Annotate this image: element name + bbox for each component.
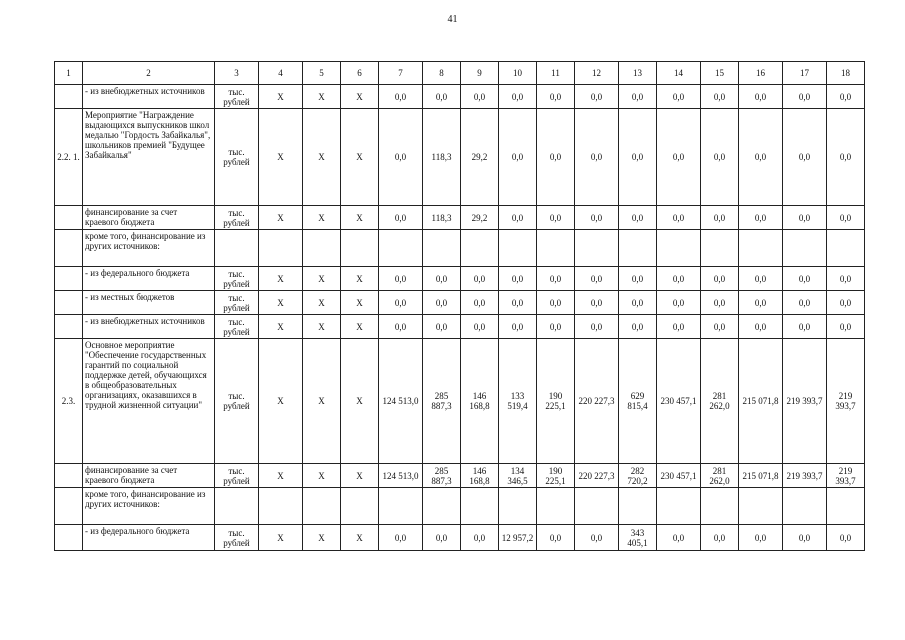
value-cell: 215 071,8 [739,464,783,488]
value-cell [657,488,701,525]
value-cell: 220 227,3 [575,339,619,464]
value-cell: 0,0 [499,109,537,206]
value-cell: 0,0 [537,206,575,230]
value-cell [423,230,461,267]
value-cell [827,488,865,525]
value-cell: 190 225,1 [537,339,575,464]
value-cell: 134 346,5 [499,464,537,488]
value-cell [259,488,303,525]
column-header: 1 [55,62,83,85]
value-cell: X [259,85,303,109]
value-cell: X [303,464,341,488]
value-cell: 0,0 [537,291,575,315]
value-cell [259,230,303,267]
row-unit: тыс. рублей [215,464,259,488]
row-code [55,230,83,267]
value-cell [701,230,739,267]
column-header: 18 [827,62,865,85]
row-unit: тыс. рублей [215,339,259,464]
value-cell: 629 815,4 [619,339,657,464]
value-cell: 215 071,8 [739,339,783,464]
value-cell: 0,0 [461,315,499,339]
value-cell: 0,0 [783,315,827,339]
column-header: 10 [499,62,537,85]
row-name: - из федерального бюджета [83,267,215,291]
table-row [55,85,865,109]
value-cell: 0,0 [575,85,619,109]
value-cell: X [303,206,341,230]
value-cell: 0,0 [657,206,701,230]
row-code [55,291,83,315]
value-cell: 0,0 [423,525,461,551]
value-cell: X [259,267,303,291]
value-cell: 0,0 [461,85,499,109]
column-header: 8 [423,62,461,85]
row-unit: тыс. рублей [215,85,259,109]
value-cell: 29,2 [461,109,499,206]
value-cell [701,488,739,525]
column-header: 17 [783,62,827,85]
row-code [55,525,83,551]
value-cell: 0,0 [657,109,701,206]
value-cell [461,488,499,525]
value-cell: 0,0 [783,109,827,206]
table-row [55,230,865,267]
value-cell: X [259,291,303,315]
value-cell [827,230,865,267]
row-name: финансирование за счет краевого бюджета [83,464,215,488]
row-unit: тыс. рублей [215,291,259,315]
value-cell: 0,0 [379,109,423,206]
row-name: - из федерального бюджета [83,525,215,551]
value-cell [739,230,783,267]
value-cell: 0,0 [575,267,619,291]
value-cell: 124 513,0 [379,339,423,464]
row-code: 2.2. 1. [55,109,83,206]
value-cell: 0,0 [537,267,575,291]
value-cell: 0,0 [783,206,827,230]
value-cell: X [341,206,379,230]
column-header: 3 [215,62,259,85]
value-cell: 118,3 [423,109,461,206]
row-name: - из местных бюджетов [83,291,215,315]
value-cell: 281 262,0 [701,464,739,488]
value-cell [537,230,575,267]
table-row [55,488,865,525]
value-cell [379,488,423,525]
table-row [55,291,865,315]
value-cell: 133 519,4 [499,339,537,464]
value-cell: 0,0 [499,206,537,230]
value-cell: 230 457,1 [657,339,701,464]
value-cell: 0,0 [783,85,827,109]
value-cell: 0,0 [619,206,657,230]
table-row [55,464,865,488]
value-cell: 0,0 [537,85,575,109]
value-cell: X [259,464,303,488]
value-cell: 0,0 [827,85,865,109]
value-cell: 0,0 [423,267,461,291]
value-cell: 219 393,7 [827,339,865,464]
value-cell: X [303,315,341,339]
value-cell: X [303,291,341,315]
row-unit: тыс. рублей [215,206,259,230]
value-cell: 29,2 [461,206,499,230]
column-header: 14 [657,62,701,85]
value-cell: X [259,315,303,339]
value-cell: 0,0 [657,291,701,315]
table-row [55,109,865,206]
value-cell: 0,0 [499,267,537,291]
table-row [55,525,865,551]
table-row [55,206,865,230]
value-cell: 220 227,3 [575,464,619,488]
page-number: 41 [447,14,458,25]
value-cell: 0,0 [499,315,537,339]
value-cell: 0,0 [657,315,701,339]
value-cell: X [341,315,379,339]
value-cell: 0,0 [701,525,739,551]
row-unit: тыс. рублей [215,315,259,339]
value-cell: X [303,85,341,109]
column-header: 5 [303,62,341,85]
value-cell: X [341,291,379,315]
value-cell: 0,0 [827,291,865,315]
value-cell: 0,0 [537,109,575,206]
value-cell: 219 393,7 [783,339,827,464]
row-unit: тыс. рублей [215,267,259,291]
value-cell: 0,0 [701,109,739,206]
value-cell [341,488,379,525]
row-name: Основное мероприятие "Обеспечение государственных гарантий по социальной поддержке детей, обучающихся в общеобразовательных организациях, оказавшихся в трудной жизненной ситуации" [83,339,215,464]
value-cell: X [341,339,379,464]
row-code: 2.3. [55,339,83,464]
row-code [55,267,83,291]
row-name: Мероприятие "Награждение выдающихся выпускников школ медалью "Гордость Забайкалья", школьников премией "Будущее Забайкалья" [83,109,215,206]
row-code [55,206,83,230]
value-cell: 0,0 [379,315,423,339]
column-header: 9 [461,62,499,85]
column-header: 12 [575,62,619,85]
value-cell [537,488,575,525]
value-cell: 0,0 [619,291,657,315]
value-cell: 0,0 [423,85,461,109]
value-cell [575,488,619,525]
row-unit [215,488,259,525]
value-cell: X [259,525,303,551]
value-cell: 0,0 [739,291,783,315]
value-cell [739,488,783,525]
value-cell: 0,0 [657,267,701,291]
value-cell: X [341,525,379,551]
value-cell: 190 225,1 [537,464,575,488]
value-cell: X [303,109,341,206]
value-cell [461,230,499,267]
value-cell: 0,0 [619,109,657,206]
table-row [55,267,865,291]
column-header: 16 [739,62,783,85]
value-cell: 219 393,7 [827,464,865,488]
column-header: 11 [537,62,575,85]
value-cell: 146 168,8 [461,464,499,488]
value-cell: 0,0 [657,85,701,109]
value-cell: 0,0 [827,525,865,551]
value-cell: 0,0 [379,291,423,315]
header-row [55,62,865,85]
value-cell: 230 457,1 [657,464,701,488]
budget-table [54,61,865,551]
row-name: финансирование за счет краевого бюджета [83,206,215,230]
value-cell: X [341,85,379,109]
value-cell: 0,0 [739,267,783,291]
value-cell: 285 887,3 [423,464,461,488]
value-cell: 0,0 [657,525,701,551]
value-cell [303,488,341,525]
value-cell: 0,0 [461,291,499,315]
value-cell: 0,0 [739,109,783,206]
value-cell: 0,0 [461,525,499,551]
row-name: - из внебюджетных источников [83,315,215,339]
value-cell: 0,0 [701,267,739,291]
table-row [55,315,865,339]
value-cell: 0,0 [619,315,657,339]
value-cell [619,488,657,525]
value-cell: 0,0 [619,267,657,291]
value-cell: 0,0 [379,525,423,551]
value-cell: X [341,267,379,291]
value-cell: 0,0 [499,85,537,109]
row-unit: тыс. рублей [215,109,259,206]
value-cell: X [259,339,303,464]
value-cell: 0,0 [783,267,827,291]
value-cell: 0,0 [575,291,619,315]
row-unit: тыс. рублей [215,525,259,551]
value-cell: 0,0 [739,85,783,109]
column-header: 13 [619,62,657,85]
value-cell: 0,0 [537,525,575,551]
value-cell: 0,0 [575,206,619,230]
value-cell [619,230,657,267]
value-cell: 0,0 [701,206,739,230]
value-cell: 0,0 [827,315,865,339]
value-cell: 0,0 [499,291,537,315]
row-code [55,488,83,525]
value-cell: 0,0 [461,267,499,291]
value-cell: 0,0 [701,85,739,109]
value-cell [423,488,461,525]
row-unit [215,230,259,267]
value-cell: 124 513,0 [379,464,423,488]
row-name: - из внебюджетных источников [83,85,215,109]
column-header: 2 [83,62,215,85]
value-cell: 0,0 [575,109,619,206]
value-cell [783,488,827,525]
row-name: кроме того, финансирование из других источников: [83,230,215,267]
value-cell: X [259,109,303,206]
value-cell [303,230,341,267]
row-code [55,85,83,109]
value-cell [499,230,537,267]
row-code [55,315,83,339]
value-cell: 146 168,8 [461,339,499,464]
table-row [55,339,865,464]
value-cell [657,230,701,267]
value-cell: 0,0 [827,206,865,230]
column-header: 15 [701,62,739,85]
value-cell [341,230,379,267]
value-cell: 0,0 [423,291,461,315]
value-cell [783,230,827,267]
value-cell: 0,0 [537,315,575,339]
value-cell: 281 262,0 [701,339,739,464]
value-cell: X [341,464,379,488]
row-name: кроме того, финансирование из других источников: [83,488,215,525]
value-cell: 0,0 [575,525,619,551]
value-cell: X [341,109,379,206]
value-cell: 285 887,3 [423,339,461,464]
row-code [55,464,83,488]
value-cell: 0,0 [379,206,423,230]
value-cell: 0,0 [575,315,619,339]
value-cell: X [303,525,341,551]
value-cell: 0,0 [739,525,783,551]
value-cell [575,230,619,267]
value-cell: 118,3 [423,206,461,230]
value-cell: 0,0 [739,206,783,230]
value-cell: 219 393,7 [783,464,827,488]
value-cell: 0,0 [739,315,783,339]
value-cell: 0,0 [783,525,827,551]
value-cell: 0,0 [827,109,865,206]
value-cell: 12 957,2 [499,525,537,551]
value-cell: 0,0 [423,315,461,339]
column-header: 6 [341,62,379,85]
value-cell: X [303,267,341,291]
column-header: 4 [259,62,303,85]
value-cell: 0,0 [379,267,423,291]
value-cell: X [259,206,303,230]
value-cell: 0,0 [701,291,739,315]
value-cell: X [303,339,341,464]
value-cell: 0,0 [783,291,827,315]
value-cell: 343 405,1 [619,525,657,551]
value-cell: 0,0 [619,85,657,109]
column-header: 7 [379,62,423,85]
value-cell: 0,0 [827,267,865,291]
value-cell [499,488,537,525]
value-cell: 0,0 [379,85,423,109]
value-cell: 282 720,2 [619,464,657,488]
value-cell [379,230,423,267]
value-cell: 0,0 [701,315,739,339]
